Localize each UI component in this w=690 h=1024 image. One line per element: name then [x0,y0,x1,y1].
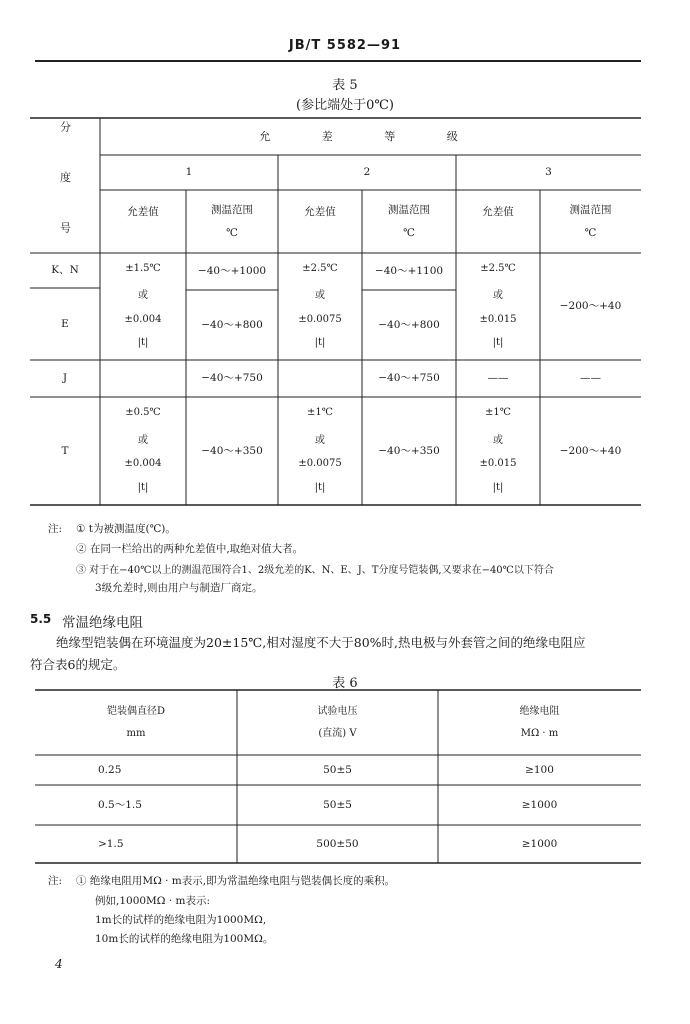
table6-h1-line: 铠装偶直径D [106,705,166,717]
g2-tol-header: 允差值 [304,205,336,218]
tol-line: ±0.015 [479,313,517,325]
tol-line: |t| [137,481,149,493]
notes5-item-2: ② 在同一栏给出的两种允差值中,取绝对值大者。 [76,543,304,555]
grade-3: 3 [545,166,552,179]
g1-tol-header: 允差值 [127,205,159,218]
table6-h3-line: 绝缘电阻 [519,705,560,717]
division-header-label: 分 度 号 [58,120,72,251]
notes5-item-1: ① t为被测温度(℃)。 [76,523,176,535]
tol-line: 或 [315,290,325,302]
row-label-e: E [61,317,69,330]
tol-line: ±1℃ [307,407,333,418]
table6-h1-line: mm [126,727,146,739]
grade-header: 允 差 等 级 [259,130,482,143]
page-number: 4 [55,957,63,971]
g3-range-label: 测温范围 [569,204,612,216]
g2-kn-range: −40～+1100 [374,265,444,278]
tol-line: |t| [314,481,326,493]
g3-j-range: —— [580,372,601,385]
tol-line: 或 [315,434,325,446]
table5-subtitle: (参比端处于0℃) [296,98,394,113]
row-label-kn: K、N [51,264,79,277]
g2-range-unit: ℃ [403,226,415,239]
notes6-line-1: ① 绝缘电阻用MΩ · m表示,即为常温绝缘电阻与铠装偶长度的乘积。 [76,875,396,887]
g2-t-tolerance [278,407,362,493]
table6-title: 表 6 [332,676,358,691]
tol-line: 或 [493,290,503,302]
tol-line: |t| [492,336,504,348]
tol-line: |t| [314,336,326,348]
g1-t-tolerance [100,407,186,493]
table6-r3-resistance: ≥1000 [521,837,558,850]
table6-h2-line: 试验电压 [317,705,358,717]
g2-kne-tolerance [278,263,362,348]
g2-t-range: −40～+350 [378,444,440,457]
table6-r3-voltage: 500±50 [316,837,359,850]
g3-kne-tolerance [456,263,540,348]
notes6-line-2: 例如,1000MΩ · m表示: [95,895,211,907]
table6-r3-diameter: >1.5 [98,837,124,850]
table5-title: 表 5 [332,78,358,93]
tol-line: ±2.5℃ [302,263,338,274]
division-header [30,118,100,253]
g1-e-range: −40～+800 [201,318,263,331]
tol-line: |t| [492,481,504,493]
table6-r2-voltage: 50±5 [323,798,352,811]
table6-h3-line: MΩ · m [520,727,559,739]
notes6-line-4: 10m长的试样的绝缘电阻为100MΩ。 [95,933,274,945]
table6-r2-diameter: 0.5～1.5 [98,798,142,811]
grade-1: 1 [185,166,193,179]
section-para-line-1: 绝缘型铠装偶在环境温度为20±15℃,相对湿度不大于80%时,热电极与外套管之间的绝缘电阻应 [56,635,586,650]
g1-t-range: −40～+350 [201,444,263,457]
g1-j-range: −40～+750 [201,372,263,385]
tol-line: 或 [493,434,503,446]
section-number: 5.5 [30,612,52,626]
tol-line: ±0.004 [124,458,162,470]
g2-range-label: 测温范围 [388,204,430,216]
g1-range-unit: ℃ [226,226,238,239]
tol-line: 或 [138,290,148,302]
tol-line: |t| [137,336,149,348]
g2-range-header [362,190,456,253]
notes6-prefix: 注: [48,875,63,887]
g1-kn-range: −40～+1000 [197,265,267,278]
notes6-line-3: 1m长的试样的绝缘电阻为1000MΩ, [95,914,267,926]
table6-header-resistance [438,690,641,755]
table6-r1-diameter: 0.25 [98,763,122,776]
notes5-item-3b: 3级允差时,则由用户与制造厂商定。 [95,582,263,594]
notes5-item-3a: ③ 对于在−40℃以上的测温范围符合1、2级允差的K、N、E、J、T分度号铠装偶,又要求在−40℃以下符合 [76,565,554,576]
g1-kne-tolerance [100,263,186,348]
g3-j-tolerance: —— [487,372,509,385]
g3-range-header [540,190,641,253]
table6-r1-voltage: 50±5 [323,763,352,776]
standard-header: JB/T 5582—91 [288,38,402,53]
tol-line: ±2.5℃ [480,263,516,274]
tol-line: ±0.5℃ [125,407,161,418]
g3-kne-range: −200～+40 [559,300,622,313]
g3-range-unit: ℃ [584,226,597,239]
table6-r1-resistance: ≥100 [525,763,554,776]
table6-r2-resistance: ≥1000 [521,798,558,811]
section-title: 常温绝缘电阻 [62,615,143,631]
g1-range-header [186,190,278,253]
g1-range-label: 测温范围 [211,204,253,216]
g2-j-range: −40～+750 [378,372,440,385]
g3-t-tolerance [456,407,540,493]
tol-line: ±0.004 [124,313,162,325]
notes5-prefix: 注: [48,523,63,535]
tol-line: ±0.0075 [298,313,342,325]
tol-line: 或 [138,434,148,446]
grade-2: 2 [363,166,371,179]
g3-t-range: −200～+40 [559,444,622,457]
row-label-t: T [61,444,69,457]
table6-header-voltage [237,690,438,755]
section-para-line-2: 符合表6的规定。 [30,657,126,672]
tol-line: ±1℃ [485,407,511,418]
g3-tol-header: 允差值 [482,205,514,218]
table6-header-diameter [35,690,237,755]
table6-h2-line: (直流) V [318,727,357,739]
g2-e-range: −40～+800 [378,318,440,331]
tol-line: ±0.015 [479,458,517,470]
tol-line: ±1.5℃ [125,263,161,274]
row-label-j: J [62,372,68,385]
tol-line: ±0.0075 [298,458,342,470]
